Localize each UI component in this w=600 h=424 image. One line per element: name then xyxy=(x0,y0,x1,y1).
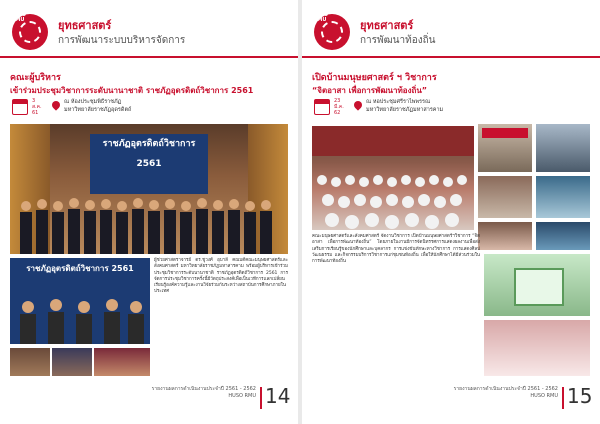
photo-activity-4 xyxy=(536,222,590,250)
photo-banner-group xyxy=(10,258,150,344)
photo-exhibition xyxy=(484,254,590,316)
footer-text: รายงานผลการดำเนินงานประจำปี 2561 - 2562 HUSO RMU xyxy=(151,386,256,399)
photo-stage-group xyxy=(10,124,288,254)
photo-stage-speakers xyxy=(478,124,532,172)
section-subtitle: “จิตอาสา เพื่อการพัฒนาท้องถิ่น” xyxy=(312,86,428,95)
audience-figures xyxy=(312,160,474,230)
header-divider xyxy=(0,56,298,58)
article-body: คณะมนุษยศาสตร์และสังคมศาสตร์ จัดงานวิชาการ เปิดบ้านมนุษยศาสตร์ฯวิชาการ “จิตอาสา เพื่อการพัฒนาท้องถิ่น” โดยภายในงานมีการจัดนิทรรศการแสดงผลงานเพื่อส่งเสริมการเรียนรู้ของนักศึกษาและบุคลากร การแข่งขันทักษะทางวิชาการ การแสดงศิลปวัฒนธรรม และกิจกรรมบริการวิชาการแก่ชุมชนท้องถิ่น เพื่อให้นักศึกษาได้มีส่วนร่วมในการพัฒนาท้องถิ่น xyxy=(312,234,480,265)
right-page xyxy=(302,0,600,424)
calendar-icon xyxy=(314,99,330,115)
event-date: 23 มี.ค. 62 xyxy=(334,98,344,116)
header-subtitle: การพัฒนาระบบบริหารจัดการ xyxy=(58,35,186,46)
photo-activity-2 xyxy=(536,176,590,218)
left-page xyxy=(0,0,298,424)
location-pin-icon xyxy=(352,99,363,110)
logo-text: HUSO RMU xyxy=(311,12,329,23)
footer-divider xyxy=(562,387,564,409)
event-location: ณ ห้องประชุมพิธีราชภัฏ มหาวิทยาลัยราชภัฏอุดรดิตถ์ xyxy=(64,99,132,113)
photo-booth xyxy=(484,320,590,376)
crowd-figures xyxy=(10,194,288,254)
header-subtitle: การพัฒนาท้องถิ่น xyxy=(360,35,436,46)
location-pin-icon xyxy=(50,99,61,110)
header-title: ยุทธศาสตร์ xyxy=(360,19,414,32)
logo-text: HUSO RMU xyxy=(9,12,27,23)
calendar-icon xyxy=(12,99,28,115)
event-location: ณ หอประชุมศรีราไพพรรณ มหาวิทยาลัยราชภัฏมหาสารคาม xyxy=(366,99,444,113)
article-body: ผู้ช่วยศาสตราจารย์ ดร.ชูวงศ์ อุบาลี คณบดีคณะมนุษยศาสตร์และสังคมศาสตร์ มหาวิทยาลัยราชภัฏมหาสารคาม พร้อมผู้บริหารเข้าร่วมประชุมวิชาการระดับนานาชาติ ราชภัฏอุตรดิตถ์วิชาการ 2561 การจัดการประชุมวิชาการครั้งนี้มีวัตถุประสงค์เพื่อเป็นเวทีการแลกเปลี่ยนเรียนรู้องค์ความรู้และงานวิจัยร่วมกันระหว่างสถาบันการศึกษาภายในประเทศ xyxy=(154,258,288,295)
event-date: 3 ส.ค. 61 xyxy=(32,98,42,116)
photo-thumb-1 xyxy=(10,348,50,376)
photo-panel xyxy=(536,124,590,172)
footer-divider xyxy=(260,387,262,409)
section-title: เปิดบ้านมนุษยศาสตร์ ฯ วิชาการ xyxy=(312,73,437,83)
photo-thumb-3 xyxy=(94,348,150,376)
photo-activity-1 xyxy=(478,176,532,218)
group-figures xyxy=(10,296,150,344)
section-subtitle: เข้าร่วมประชุมวิชาการระดับนานาชาติ ราชภัฏอุดรดิตถ์วิชาการ 2561 xyxy=(10,86,254,95)
photo-thumb-2 xyxy=(52,348,92,376)
page-number: 14 xyxy=(265,384,291,408)
header-divider xyxy=(302,56,600,58)
stage-banner: ราชภัฏอุตรดิตถ์วิชาการ 2561 xyxy=(90,134,208,194)
banner-text: ราชภัฏอุตรดิตถ์วิชาการ 2561 xyxy=(26,264,134,273)
section-title: คณะผู้บริหาร xyxy=(10,73,61,83)
page-number: 15 xyxy=(567,384,593,408)
header-title: ยุทธศาสตร์ xyxy=(58,19,112,32)
photo-activity-3 xyxy=(478,222,532,250)
footer-text: รายงานผลการดำเนินงานประจำปี 2561 - 2562 HUSO RMU xyxy=(453,386,558,399)
photo-audience xyxy=(312,126,474,230)
